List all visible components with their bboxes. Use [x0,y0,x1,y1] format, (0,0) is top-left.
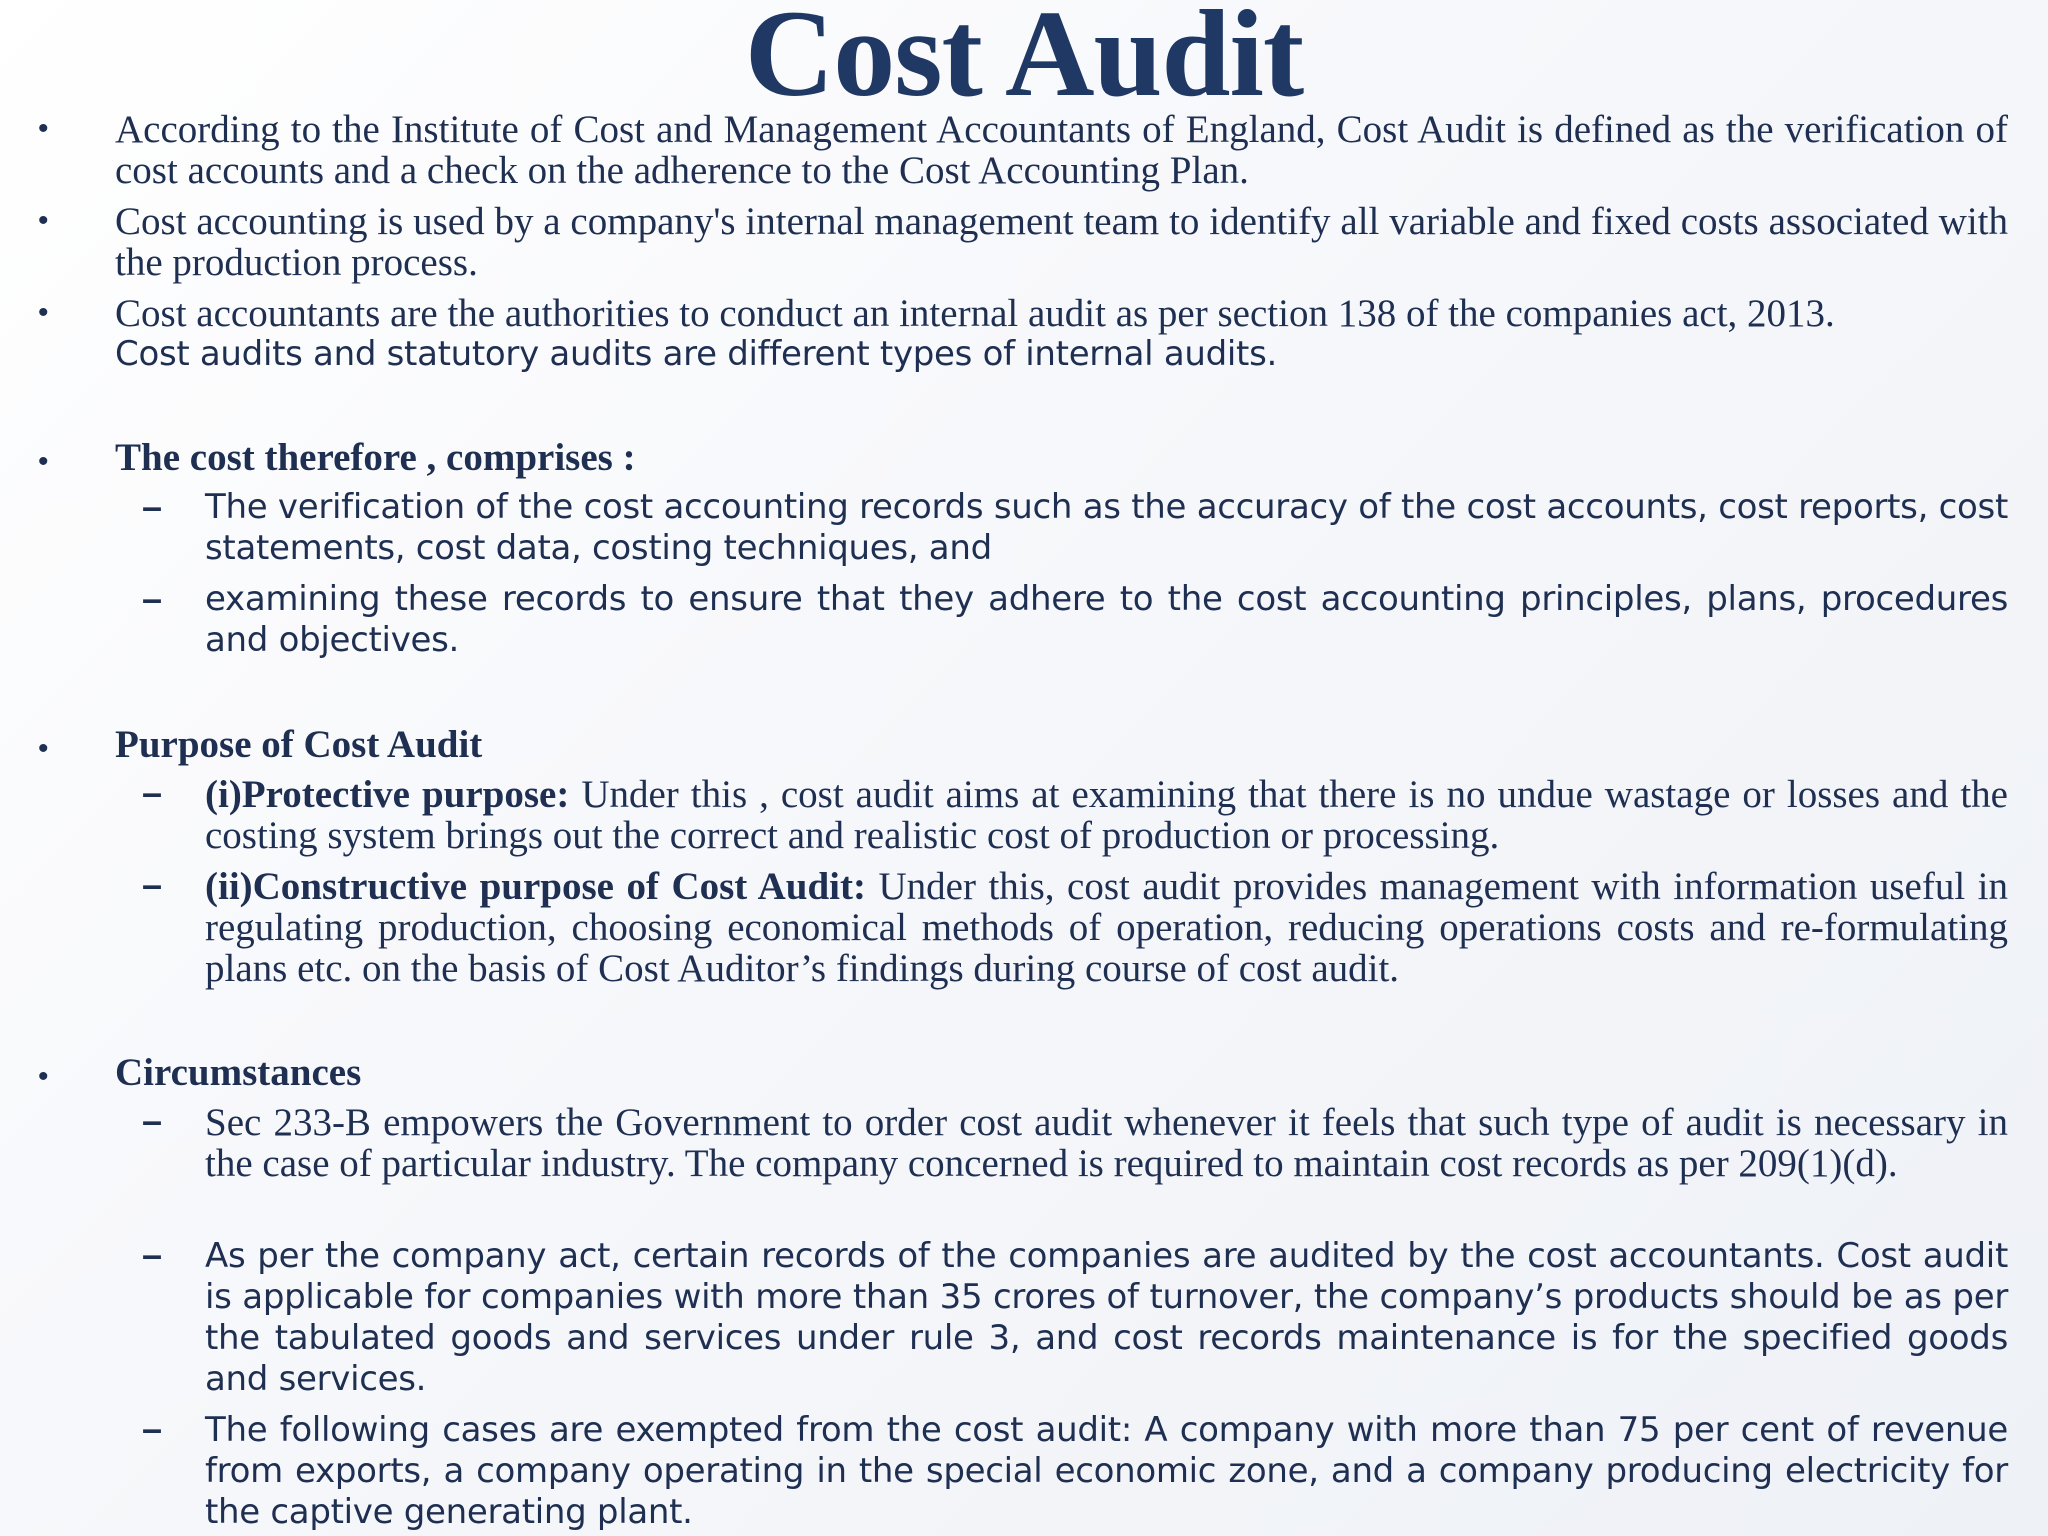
dash-marker: – [142,486,163,527]
bullet-marker: • [38,445,49,478]
bullet-marker: • [38,732,49,765]
intro-item-definition: According to the Institute of Cost and Management Accountants of England, Cost Audit is defined as the verification of cost accounts and a check on the adherence to the Cost Accounting Plan. [115,108,2008,192]
dash-marker: – [142,864,163,905]
circumstances-heading: Circumstances [115,1051,362,1094]
purpose-label-protective: (i)Protective purpose: [205,773,570,816]
circumstances-item-sec233b: Sec 233-B empowers the Government to order cost audit whenever it feels that such type of audit is necessary in the case of particular industry. The company concerned is required to maintain cost records as per 209(1)(d). [205,1101,2008,1185]
page-title: Cost Audit [744,0,1304,122]
intro-item-line: Cost accountants are the authorities to conduct an internal audit as per section 138 of the companies act, 2013. [115,292,1835,335]
comprises-item-verification: The verification of the cost accounting records such as the accuracy of the cost accounts, cost reports, cost statements, cost data, costing techniques, and [205,487,2008,568]
circumstances-item-exemptions: The following cases are exempted from the cost audit: A company with more than 75 per cent of revenue from exports, a company operating in the special economic zone, and a company producing electricity for the captive generating plant. [205,1410,2008,1532]
intro-item-cost-accounting: Cost accounting is used by a company's internal management team to identify all variable and fixed costs associated with the production process. [115,200,2008,284]
bullet-marker: • [38,1060,49,1093]
bullet-marker: • [38,296,49,329]
intro-item-line: Cost audits and statutory audits are different types of internal audits. [115,334,1277,374]
intro-item-cost-accountants [115,293,2008,375]
purpose-text-constructive: Under this, cost audit provides management with information useful in regulating production, choosing economical methods of operation, reducing operations costs and re-formulating plans etc. on the basis of Cost Auditor’s findings during course of cost audit. [205,865,2009,990]
dash-marker: – [142,1408,163,1449]
dash-marker: – [142,1100,163,1141]
purpose-label-constructive: (ii)Constructive purpose of Cost Audit: [205,865,866,908]
purpose-text-protective: Under this , cost audit aims at examining that there is no undue wastage or losses and the costing system brings out the correct and realistic cost of production or processing. [205,773,2008,857]
dash-marker: – [142,772,163,813]
dash-marker: – [142,578,163,619]
purpose-item-constructive [205,866,2008,989]
purpose-item-protective [205,774,2008,856]
comprises-item-examining: examining these records to ensure that they adhere to the cost accounting principles, plans, procedures and objectives. [205,579,2008,660]
bullet-marker: • [38,112,49,145]
comprises-heading: The cost therefore , comprises : [115,436,636,479]
circumstances-item-company-act: As per the company act, certain records of the companies are audited by the cost accountants. Cost audit is applicable for companies with more than 35 crores of turnover, the company’s products should be as per the tabulated goods and services under rule 3, and cost records maintenance is for the specified goods and services. [205,1236,2008,1399]
bullet-marker: • [38,204,49,237]
dash-marker: – [142,1234,163,1275]
purpose-heading: Purpose of Cost Audit [115,723,483,766]
